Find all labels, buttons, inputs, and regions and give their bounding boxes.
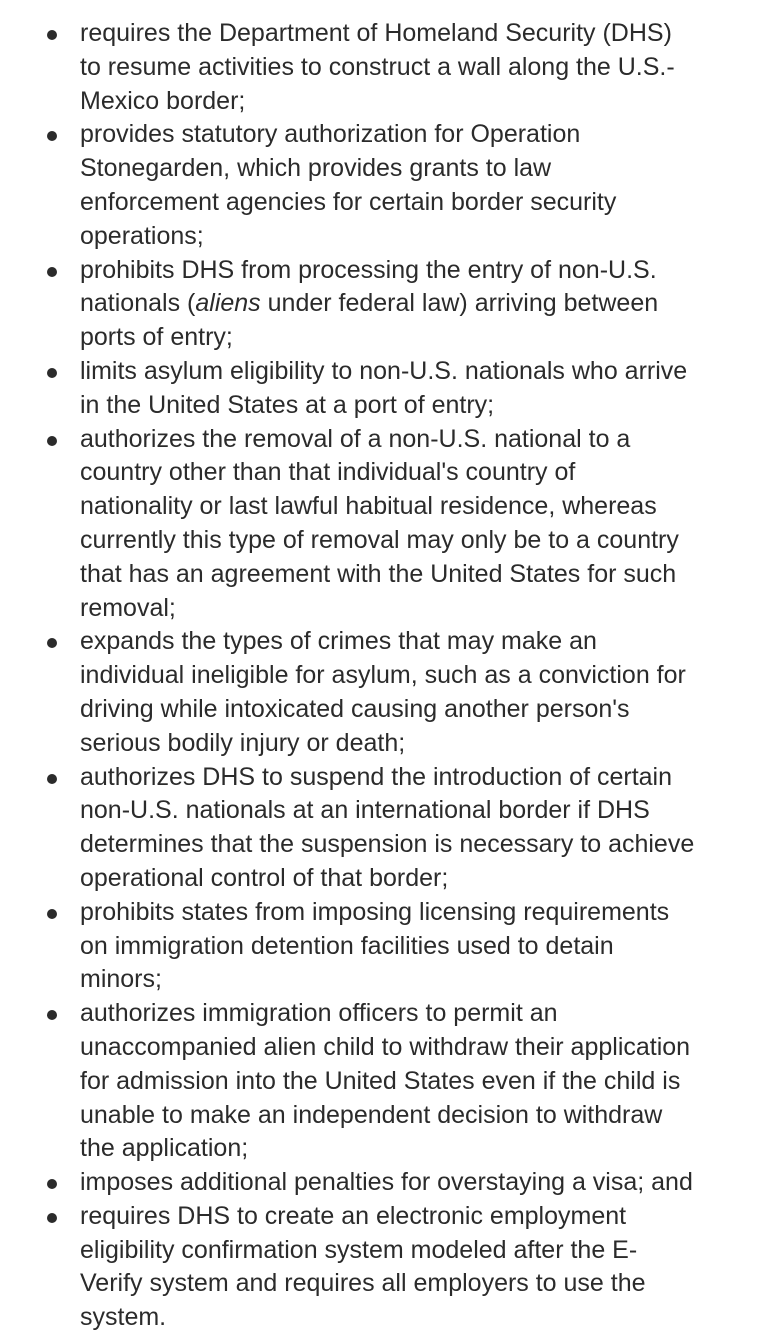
list-item-line: determines that the suspension is necessary to achieve	[80, 830, 695, 859]
list-item	[0, 896, 768, 997]
bullet-icon	[47, 1213, 57, 1223]
list-item-line: expands the types of crimes that may make an	[80, 627, 597, 656]
list-item-line: prohibits states from imposing licensing requirements	[80, 897, 670, 926]
list-item	[0, 254, 768, 355]
list-item-line: minors;	[80, 965, 162, 994]
list-item-line: authorizes DHS to suspend the introduction of certain	[80, 762, 673, 791]
list-item-line: limits asylum eligibility to non-U.S. nationals who arrive	[80, 356, 688, 385]
list-item	[0, 625, 768, 760]
list-item	[0, 118, 768, 253]
bullet-icon	[47, 638, 57, 648]
list-item-line: individual ineligible for asylum, such as a conviction for	[80, 661, 686, 690]
list-item-line: authorizes immigration officers to permit an	[80, 999, 558, 1028]
list-item	[0, 1200, 768, 1335]
list-item-line: for admission into the United States even if the child is	[80, 1066, 681, 1095]
list-item-line: Mexico border;	[80, 86, 246, 115]
list-item-line: driving while intoxicated causing another person's	[80, 694, 630, 723]
list-item-line: removal;	[80, 593, 176, 622]
list-item-line: serious bodily injury or death;	[80, 728, 406, 757]
bullet-icon	[47, 1179, 57, 1189]
bullet-icon	[47, 774, 57, 784]
list-item	[0, 355, 768, 423]
list-item-line: the application;	[80, 1134, 249, 1163]
bullet-icon	[47, 909, 57, 919]
list-item-line: to resume activities to construct a wall along the U.S.-	[80, 52, 675, 81]
line-segment: nationals (	[80, 289, 196, 318]
list-item	[0, 997, 768, 1166]
list-item-line: unable to make an independent decision to withdraw	[80, 1100, 663, 1129]
list-item	[0, 761, 768, 896]
list-item-line: requires the Department of Homeland Security (DHS)	[80, 19, 672, 47]
document-body	[0, 17, 768, 1335]
list-item-line: prohibits DHS from processing the entry of non-U.S.	[80, 255, 657, 284]
list-item-line: imposes additional penalties for overstaying a visa; and	[80, 1168, 693, 1197]
list-item	[0, 17, 768, 118]
list-item-line: currently this type of removal may only be to a country	[80, 525, 679, 554]
list-item-line: Verify system and requires all employers to use the	[80, 1269, 646, 1298]
list-item-line: operational control of that border;	[80, 863, 449, 892]
list-item-line: enforcement agencies for certain border security	[80, 187, 617, 216]
italic-term: aliens	[195, 289, 261, 318]
list-item-line: eligibility confirmation system modeled after the E-	[80, 1235, 638, 1264]
bullet-icon	[47, 131, 57, 141]
list-item-line: authorizes the removal of a non-U.S. national to a	[80, 424, 631, 453]
list-item-line: operations;	[80, 221, 204, 250]
list-item-line: non-U.S. nationals at an international border if DHS	[80, 796, 650, 825]
list-item-line: ports of entry;	[80, 323, 233, 352]
list-item-line: in the United States at a port of entry;	[80, 390, 495, 419]
bullet-icon	[47, 368, 57, 378]
list-item-line	[80, 287, 748, 321]
list-item-line: on immigration detention facilities used to detain	[80, 931, 614, 960]
list-item-line: country other than that individual's country of	[80, 458, 576, 487]
bullet-icon	[47, 436, 57, 446]
list-item-line: requires DHS to create an electronic employment	[80, 1201, 627, 1230]
bullet-list	[0, 17, 768, 1335]
bullet-icon	[47, 267, 57, 277]
bullet-icon	[47, 30, 57, 40]
list-item-line: that has an agreement with the United States for such	[80, 559, 677, 588]
list-item	[0, 423, 768, 626]
list-item-line: system.	[80, 1303, 167, 1332]
bullet-icon	[47, 1010, 57, 1020]
list-item-line: Stonegarden, which provides grants to law	[80, 154, 552, 183]
list-item-line: nationality or last lawful habitual residence, whereas	[80, 492, 657, 521]
line-segment: under federal law) arriving between	[260, 289, 659, 318]
list-item-line: provides statutory authorization for Operation	[80, 120, 581, 149]
list-item-line: unaccompanied alien child to withdraw their application	[80, 1032, 691, 1061]
list-item	[0, 1166, 768, 1200]
